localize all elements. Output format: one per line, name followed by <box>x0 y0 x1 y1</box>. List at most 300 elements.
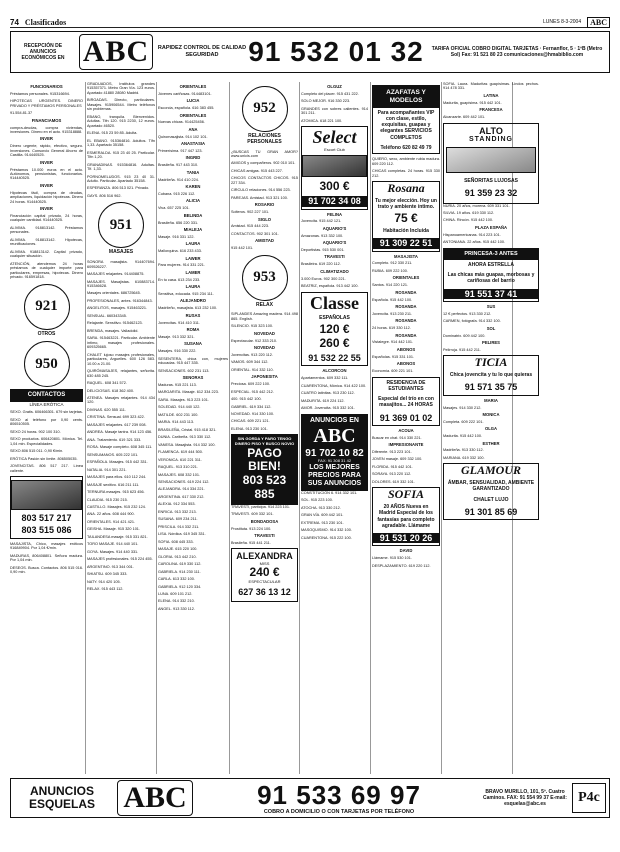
ad-heading: BELINDA <box>183 212 203 218</box>
column-divider <box>229 82 230 774</box>
ad-text: LISA. Nórdica. 619 345 331. <box>158 532 206 537</box>
ad-text: Completo. 912 330 211. <box>372 261 413 266</box>
ad-text: Espectacular. 912 333 210. <box>231 338 278 343</box>
classe-price-1: 120 € <box>319 322 350 337</box>
anuncios-fax: FAX: 91 308 31 42 <box>317 458 352 464</box>
ad-heading: LAMER <box>185 269 201 275</box>
ad-text: ALIVIMA. 918813142. Hipotecas, reunificaciones. <box>10 237 83 247</box>
ad-text: En tu casa. 613 234 233. <box>158 277 201 282</box>
ad-text: NATALIA. 914 301 221. <box>87 467 127 472</box>
ad-text: DUNIA. Caribeña. 913 330 112. <box>158 435 212 440</box>
ad-text: GRANADINAS. 915364816. Adultas. Tlf. 1,33. <box>87 162 155 172</box>
select-price: 300 € <box>319 179 350 194</box>
azafatas-title: AZAFATAS Y MODELOS <box>373 86 439 108</box>
ad-text: MADURAS, 806408801. Señora madura. Por 1,04 min. <box>10 553 83 563</box>
col5-list-d <box>301 491 368 540</box>
ad-heading: OLGA <box>484 426 498 432</box>
ad-text: Sensitiva, educada. 915 234 111. <box>158 291 214 296</box>
ad-heading: SOL <box>486 325 496 331</box>
col6-list-c <box>372 429 440 484</box>
ad-text: CHICAS amigas. 915 443 227. <box>231 168 283 173</box>
glamour-phone: 91 301 85 69 <box>464 506 518 517</box>
ad-text: NATY. 914 420 105. <box>87 579 121 584</box>
ad-text: Madrileña. 914 410 224. <box>158 177 199 182</box>
ad-text: Dominatrix. 609 442 100. <box>443 333 486 338</box>
ad-text: GRANDES con sobres calientes. 914 301 211. <box>301 106 368 116</box>
ad-heading: ROSANDA <box>395 318 417 324</box>
ad-text: SEXO 24 horas. 902 100 310. <box>10 429 61 434</box>
ad-photo <box>446 147 536 173</box>
ad-text: Mallorquina. 616 233 433. <box>158 249 202 254</box>
ad-text: ERÓTICA Pasión sin límite. 806505035. <box>10 456 78 461</box>
ad-text: QUIERO, sexo, ambiente rubia madura. 609 220 112. <box>372 157 440 166</box>
ad-text: GRAN VÍA. 609 442 101. <box>301 513 344 518</box>
ad-text: MASAJES relajantes. 617 239 008. <box>87 422 147 427</box>
ad-text: Brasileña. 917 443 310. <box>158 163 199 168</box>
ad-text: Quiromasajista. 914 102 101. <box>158 134 208 139</box>
ad-text: BIRGADAS. Directo, particulares. Masajes. 915906544. Metro teléfonos sin problemas. <box>87 98 155 112</box>
ad-text: EXTREMA. 913 230 101. <box>301 520 344 525</box>
banner-phone: 91 532 01 32 <box>248 35 424 67</box>
ad-text: DIVINAS. 620 555 111. <box>87 407 126 412</box>
ad-text: ATOCHA. 913 330 212. <box>301 505 341 510</box>
ad-heading: LAURA <box>185 284 201 290</box>
ad-text: SOLEDAD. 914 440 122. <box>158 405 201 410</box>
ad-text: TERNURA masajes. 915 623 456. <box>87 490 145 495</box>
ad-text: SIPLANDES Amazing madera. 914 498 865. English. <box>231 312 298 321</box>
pago-bien-ad <box>231 434 298 504</box>
ad-text: JOVEN masaje. 609 332 100. <box>372 457 423 462</box>
ad-heading: ACOUA <box>398 427 414 433</box>
ad-text: Madurita, guapísima. 915 442 101. <box>443 100 502 105</box>
ad-text: PAREJAS. Amistad. 913 321 100. <box>231 195 288 200</box>
ad-text: CHALET lujoso masajes profesionales, particulares, Arguelles. 600 126 583. 10.00 a 21.00. <box>87 352 155 366</box>
col2-list-a <box>87 82 155 198</box>
ad-text: SEXO al teléfono por 0,90 cents. 806510505. <box>10 417 83 427</box>
ad-heading: ROSARIO <box>254 202 275 208</box>
ad-text: MADURITA. 619 224 112. <box>301 398 345 403</box>
column-divider <box>299 82 300 774</box>
pago-line2: PAGO BIEN! <box>247 445 282 474</box>
ad-text: Española. 915 442 100. <box>372 297 413 302</box>
column-7 <box>443 82 539 774</box>
ad-heading: ORIENTALES <box>179 84 207 89</box>
ad-text: SENSACIONES. 602 231 113. <box>158 368 210 373</box>
ad-text: GEISHA. Masaje. 915 320 101. <box>87 527 140 532</box>
ad-text: PRISCILA. 914 332 211. <box>158 524 200 529</box>
ad-text: Deportistas. 915 530 001. <box>301 248 345 253</box>
ad-text: Hipotecas fácil, compra de deudas, ampliaciones, liquidación hipotecas. Dinero 24 horas. 914440525. <box>10 190 83 204</box>
column-divider <box>156 82 157 774</box>
ad-text: AMOR. Jovencita. 915 332 101. <box>301 406 355 411</box>
ticia-title: TICIA <box>474 355 508 370</box>
section-title: Clasificados <box>24 17 67 27</box>
ad-text: PORNOMELUDOS. 915 23 40 31. Adulto. Particular. Apartado 35158. <box>87 174 155 183</box>
ad-text: Masaje. 916 331 122. <box>158 234 195 239</box>
ad-text: Llámame. 915 530 101. <box>372 556 412 561</box>
ad-text: TAILANDESA masaje. 915 331 821. <box>87 534 148 539</box>
ad-heading: INVER <box>40 206 53 212</box>
ad-text: VERONICA. 610 221 311. <box>158 457 202 462</box>
ad-text: FLORIDA. 915 442 101. <box>372 464 413 469</box>
section-number-950: 950 <box>24 341 70 387</box>
ad-text: CIRCULO relaciones. 914 556 223. <box>231 188 291 193</box>
ad-text: RAQUEL. 913 310 221. <box>158 465 198 470</box>
ad-text: Masajes. 914 330 212. <box>443 405 482 410</box>
ad-phone-2: 803 515 086 <box>21 525 72 536</box>
banner-abc-logo: ABC <box>79 34 153 70</box>
ad-heading: ABONOS <box>396 346 416 352</box>
col7-list-c <box>443 305 539 352</box>
ad-text: HIPOTECAS URGENTES. DINERO PRIVADO Y PRÉSTAMOS PERSONALES <box>10 99 83 108</box>
pago-phone: 803 523 885 <box>242 473 287 501</box>
ad-text: EBANO, tranquila. Bienvenidos. Adultas. Tlfn 120. 915 2230, 12 euros. Apartado 46520. <box>87 114 155 128</box>
ad-text: DELICIOSAS. 618 362 400. <box>87 388 135 393</box>
footer-phone: 91 533 69 97 <box>257 779 421 810</box>
ad-text: MASAJES. Masajistas. 610883714. 915346628. <box>87 279 155 288</box>
column-divider <box>370 82 371 774</box>
footer-right-text: BRAVO MURILLO, 101, 5º. Cuatro Caminos. FAX: 91 554 99 37 E-mail: esquelas@abc.es <box>483 788 567 808</box>
ad-text: BRASILEÑA, Cristal. 915 418 321. <box>158 427 217 432</box>
rosana-sub: Habitación Incluida <box>383 228 429 235</box>
alto-title: ALTO <box>479 125 503 136</box>
ad-text: CONTACTOS. 902 301 101. <box>231 231 279 236</box>
ad-text: ALIVIMA. 918813142. Préstamos personales. <box>10 225 83 235</box>
ad-text: SENSUMANOS. 605 222 101. <box>87 452 139 457</box>
princesa-subtitle: AHORA ESTRELLA <box>468 261 514 268</box>
ad-text: GABRIELA. 912 120 334. <box>158 584 202 589</box>
ad-text: ELENA. 915 23 59 85. Adulta. <box>87 131 138 136</box>
glamour-title: GLAMOUR <box>460 463 521 478</box>
rosana-text: Tu mejor elección. Hoy un trato y ambiente íntimo. <box>375 197 437 211</box>
classe-title: Classe <box>310 292 359 313</box>
azafatas-text: Para acompañantes VIP con clase, estilo, exquisitas, guapas y elegantes SERVICIOS COMPLETOS <box>377 109 435 141</box>
ad-text: 915 442 101. <box>231 246 254 251</box>
ad-text: Viva. 657 225 101. <box>158 206 190 211</box>
ad-text: VANESA. Masajista. 914 332 100. <box>158 442 216 447</box>
ad-text: SESENTERA, chica con, mujeres educadas. 915 447 335. <box>158 356 228 366</box>
ad-heading: MONICA <box>482 411 500 417</box>
ad-text: CUARENTONA, Mónica. 914 422 100. <box>301 383 367 388</box>
glamour-ad <box>443 463 539 520</box>
ad-text: ARGENTINO. 913 344 001. <box>87 564 134 569</box>
ad-text: CUATRO latinitas. 913 230 112. <box>301 391 355 396</box>
ad-heading: TRAVESTI <box>254 533 275 539</box>
ad-text: CHICAS completas. 24 horas. 915 330 212. <box>372 169 440 178</box>
ad-text: Madurita. 915 442 100. <box>443 434 483 439</box>
column-1 <box>10 82 83 774</box>
section-number-953: 953 <box>242 255 288 301</box>
ad-text: GLORIA. 913 442 210. <box>158 554 197 559</box>
ad-text: compra-deudas, compra viviendas, inversiones. Dinero en el acto. 915318888. <box>10 125 83 134</box>
ad-text: TORO MASAJE. 914 440 101. <box>87 542 139 547</box>
ad-text: ARGENTINA. 617 330 212. <box>158 494 205 499</box>
residencia-text: Especial del trío en con masajitos... 24 HORAS <box>378 396 434 409</box>
ad-text: ANA. Tratamiento. 619 321 333. <box>87 437 142 442</box>
ad-heading: LAURA <box>185 241 201 247</box>
ad-text: CASTILLO. Masajes. 915 232 124. <box>87 505 146 509</box>
col6-list-a <box>372 157 440 178</box>
column-6 <box>372 82 440 774</box>
ad-text: PROFESIONALES, antes. 916344843. <box>87 298 153 303</box>
ad-text: ELENA. 914 332 210. <box>158 599 195 604</box>
ad-text: MARIA. 914 443 113. <box>158 420 195 425</box>
ad-text: SEXO 806 515 011. 0,90 €/min. <box>10 449 64 454</box>
azafatas-ad <box>372 85 440 154</box>
ad-text: GAYS. 806 516 962. <box>87 193 122 198</box>
ad-text: SOL. 915 223 100. <box>301 498 333 503</box>
section-label-linea-erotica: LÍNEA ERÓTICA <box>29 402 64 408</box>
section-label-masajes: MASAJES <box>108 249 134 256</box>
ad-text: JOVENCITAS. 806 517 217. Línea caliente. <box>10 464 83 473</box>
bottom-banner-ad <box>10 778 610 818</box>
ad-text: ¿BUSCAS TU GRAN AMOR? www.unicis.com <box>231 149 298 158</box>
ad-heading: ALCORCON <box>322 368 347 374</box>
ad-text: MASOQUISMO. 914 332 100. <box>301 528 352 533</box>
section-number-951: 951 <box>98 202 144 248</box>
ad-heading: LAWER <box>185 255 201 261</box>
ad-text: Prostituta. 913 224 100. <box>231 526 272 531</box>
ad-text: SONORA masajista. 914407694. 609526227. <box>87 260 155 269</box>
ad-heading: ABONOS <box>396 361 416 367</box>
ad-text: Brasileña. 656 220 331. <box>158 220 199 225</box>
ad-text: ESPAÑOLA. Masajes. 915 442 331. <box>87 460 148 465</box>
col4-list-c <box>231 505 298 546</box>
sofia-ad <box>372 487 440 546</box>
ad-text: ANGEL. 913 330 112. <box>158 606 195 611</box>
pago-line1: SIN GORDA Y PARO TENGO DINERO PISO Y BUSCO NOVIO <box>234 436 295 446</box>
ad-text: ROSA. Masaje completo. 608 345 111. <box>87 445 153 450</box>
ad-heading: PELIRES <box>482 339 500 345</box>
ad-text: Completa. 609 222 101. <box>443 419 484 424</box>
ad-text: SHIATSU. 609 345 333. <box>87 572 128 577</box>
ad-text: Españolas. 915 331 101. <box>372 354 415 359</box>
ad-text: SENSUAL. 660343345. <box>87 313 127 318</box>
rosana-price: 75 € <box>394 211 418 226</box>
princesa-title: PRINCESA-3 ANTES <box>444 249 538 260</box>
ad-text: SILENCIO. 915 323 100. <box>231 324 274 329</box>
sofia-name: SOFIA <box>387 487 425 502</box>
ad-heading: ALEJANDRO <box>179 298 207 304</box>
section-label-otros: OTROS <box>37 330 56 337</box>
anuncios-abc-logo: ABC <box>313 424 356 447</box>
ad-photo <box>11 480 82 510</box>
ad-text: Brasileña. 915 441 211. <box>231 540 271 545</box>
ad-heading: RUSAS <box>185 312 201 318</box>
ad-heading: ANA <box>188 126 198 132</box>
ad-text: NURIA. 20 años, morena. 609 331 101. <box>443 203 510 208</box>
ad-text: CONSTITUCIÓN 6. 914 332 101. <box>301 490 358 495</box>
ad-text: SEXO productos. 606420801. Mónica. Tel. 1,04 min. Especialidades. <box>10 437 83 446</box>
ad-text: SOFIA. 608 445 333. <box>158 539 194 544</box>
ad-text: MASAJES para ellos. 610 112 244. <box>87 475 147 480</box>
ad-text: Amazonas. 913 332 100. <box>301 233 344 238</box>
ticia-ad <box>443 355 539 395</box>
ad-text: BRENDA, masajes. Valladolid. <box>87 328 139 333</box>
ad-heading: ORIENTALES <box>392 275 420 281</box>
ad-text: Primerísima. 917 447 123. <box>158 149 203 154</box>
ad-heading: TANIA <box>186 169 200 175</box>
ad-text: FLAMENCA. 619 444 500. <box>158 450 203 455</box>
ad-heading: ANASTASIA <box>180 141 206 147</box>
col7-list-b <box>443 204 539 245</box>
ad-heading: ROSANDA <box>395 304 417 310</box>
glamour-sub: CHALET LUJO <box>473 496 509 503</box>
ad-text: SOLO MEJOR. 916 330 223. <box>301 99 351 104</box>
ad-text: SORAYA. 913 220 112. <box>372 472 412 477</box>
ad-text: ATOMICA. 618 221 100. <box>301 118 343 123</box>
top-banner-ad <box>10 31 610 73</box>
col7-list-a <box>443 82 539 120</box>
ad-heading: PLAZA ESPAÑA <box>474 224 508 230</box>
ad-text: SARA. 915463221. Particular. Ambiente íntimo, masajes profesionales. 609325665. <box>87 336 155 350</box>
ad-text: ANTONIANA. 22 años. 915 442 100. <box>443 240 505 245</box>
ad-text: 12 € perfectos. 913 330 212. <box>443 311 492 316</box>
ad-text: Amistad. 915 444 223. <box>231 224 269 229</box>
section-number-921: 921 <box>24 284 70 330</box>
ad-text: ATENEA. Masajes relajantes. 914 434 120. <box>87 395 155 405</box>
ad-text: Masaje. 913 332 321. <box>158 334 195 339</box>
ad-text: Buscar en chat. 914 330 221. <box>372 435 422 440</box>
ad-text: Hispanoamericanas. 914 223 101. <box>443 232 501 237</box>
ad-text: CHICAS. 609 221 121. <box>231 419 270 424</box>
ad-text: GABRIEL. 619 334 112. <box>231 404 272 409</box>
footer-abc-logo: ABC <box>117 780 193 816</box>
ad-text: Madrileña. 913 330 112. <box>443 448 484 453</box>
ad-heading: IMPRESIONANTE <box>388 442 424 448</box>
ad-text: CRISTINA. Sensual. 699 323 422. <box>87 415 145 420</box>
col7-list-d <box>443 399 539 461</box>
ad-text: ORIENTAL. 914 332 110. <box>231 367 274 372</box>
ad-heading: AMISTAD <box>255 238 274 244</box>
ad-text: Vistalegre. 914 442 101. <box>372 340 414 345</box>
ad-text: Pelirroja. 915 442 211. <box>443 347 481 352</box>
ad-text: RAQUEL. 608 341 572. <box>87 381 127 386</box>
ad-text: Masajes orientales. 686725645. <box>87 291 141 296</box>
princesa-text: Las chicas más guapas, morbosas y cariñosas del barrio <box>447 272 535 285</box>
ad-text: CARMEN, fotógrafa. 914 332 100. <box>443 319 501 324</box>
ad-text: NOVEDAD. 914 330 100. <box>231 412 275 416</box>
ad-heading: DAVID <box>399 548 413 554</box>
section-label-relaciones: RELACIONES PERSONALES <box>247 133 282 145</box>
ad-text: GABRIELA. 914 230 111. <box>158 569 201 574</box>
col6-list-b <box>372 255 440 374</box>
ad-text: ANDREA. Masaje tantra. 914 123 456. <box>87 430 153 435</box>
rosana-title: Rosana <box>387 180 425 195</box>
ad-text: ESPECIAL. 915 442 212. <box>231 389 274 394</box>
ad-text: Dinero urgente, rápido, efectivo, seguro. Inversiones. Consorcio General Ahorro de Castilla. 914440525. <box>10 144 83 158</box>
ad-text: CARLA. 613 332 100. <box>158 577 195 582</box>
col1-list-c <box>10 542 83 575</box>
ad-heading: AQUARIO'S <box>322 225 347 231</box>
ad-text: Apartamentos. 609 332 111. <box>301 376 349 381</box>
residencia-ad <box>372 377 440 426</box>
col5-list-c <box>301 369 368 410</box>
ad-text: ESPERANZA. 806 513 021. Privado. <box>87 186 150 191</box>
princesa-phone: 91 551 37 41 <box>444 289 538 299</box>
ad-text: MARIANA. 619 332 100. <box>443 455 485 460</box>
ad-text: MASAJES relajantes. 914408875. <box>87 272 145 277</box>
ad-text: ALIVIMA. 918813142. Capital privado, cualquier situación. <box>10 249 83 259</box>
column-4 <box>231 82 298 774</box>
banner-left-text: RECEPCIÓN DE ANUNCIOS ECONÓMICOS EN <box>21 43 65 61</box>
ad-text: DESPLAZAMIENTO. 619 220 112. <box>372 563 431 568</box>
ad-heading: OLGUZ <box>327 84 342 89</box>
ad-text: RELAX. 915 443 112. <box>87 587 124 592</box>
ad-text: SEXO. Gratis. 606466301. 679 sin tarjetas. <box>10 410 83 415</box>
ad-text: RUBIA. 609 222 100. <box>372 268 408 273</box>
ad-text: SENSACIONES. 619 224 112. <box>158 479 210 484</box>
ad-text: Economía. 609 221 101. <box>372 369 414 374</box>
ad-heading: FUNCIONARIOS <box>30 84 63 89</box>
page-number: 74 <box>10 17 19 27</box>
ad-text: ELENA. 913 230 101. <box>231 426 268 431</box>
ad-text: ORIENTALES. 914 421 421. <box>87 519 136 524</box>
column-5 <box>301 82 368 774</box>
ad-text: 400. 915 442 100. <box>231 397 262 402</box>
ad-text: Cubana. 915 226 112. <box>158 191 196 196</box>
alexandra-sub: MISS <box>259 560 270 566</box>
footer-sub: COBRO A DOMICILIO O CON TARJETAS POR TELÉFONO <box>263 808 415 815</box>
col1-list-a <box>10 85 83 280</box>
header-right <box>543 17 610 28</box>
ad-text: Jovencita. 915 442 121. <box>301 219 342 224</box>
ad-heading: CLIMATIZADO <box>320 268 349 274</box>
ad-text: Madrileño, masajista. 613 232 100. <box>158 306 218 311</box>
col1-list-b <box>10 410 83 473</box>
ad-text: MASAJES profesionales. 915 224 455. <box>87 557 153 562</box>
select-ad <box>301 126 368 209</box>
ad-text: SUSANA. 609 234 211. <box>158 517 198 522</box>
ad-text: 24 horas. 619 330 112. <box>372 326 411 331</box>
classe-ad <box>301 292 368 367</box>
ad-text: CAROLINA. 619 330 112. <box>158 562 202 567</box>
anuncios-tagline: LOS MEJORES PRECIOS PARA SUS ANUNCIOS <box>307 463 362 487</box>
ad-heading: LATINA <box>483 92 499 98</box>
classe-price-2: 260 € <box>319 336 350 351</box>
ad-text: Solteros. 902 227 101. <box>231 210 270 215</box>
sofia-text: 20 AÑOS Nueva en Madrid Especial de los fantasías para completo agradable. Llámame <box>377 504 435 529</box>
alexandra-tag: ESPECTACULAR <box>248 579 281 585</box>
header-left <box>10 18 66 27</box>
ad-heading: INVER <box>40 136 53 142</box>
ad-text: Jovencitas. 913 220 112. <box>231 352 273 357</box>
banner-mid-text: RAPIDEZ CONTROL DE CALIDAD SEGURIDAD <box>157 45 247 58</box>
residencia-phone: 91 369 01 02 <box>379 412 433 423</box>
footer-logo: P4c <box>572 783 606 813</box>
ad-text: MATILDE. 602 231 100. <box>158 412 199 417</box>
ad-text: MASAJISTA, Chico, masajes eróticos 916849904. Por 1,04 €/min. <box>10 541 83 551</box>
ad-text: CUARENTONA. 915 222 100. <box>301 535 352 540</box>
ad-text: Brasileira. 619 220 112. <box>301 262 341 267</box>
section-label-relax: RELAX <box>256 301 273 308</box>
page-header <box>10 18 610 28</box>
ad-text: BEATRIZ, española. 913 442 100. <box>301 284 359 289</box>
ad-heading: KAREN <box>185 184 201 190</box>
ad-phone: 803 517 217 <box>21 513 72 524</box>
select-phone: 91 702 34 08 <box>302 196 367 206</box>
ad-text: VAMOS. 609 344 112. <box>231 360 269 365</box>
alto-phone: 91 359 23 32 <box>464 188 518 199</box>
ad-heading: ROSANDA <box>395 289 417 295</box>
ad-text: Masajes. 916 330 222. <box>158 349 197 354</box>
anuncios-title: ANUNCIOS EN <box>309 416 359 424</box>
anuncios-abc-ad <box>301 414 368 491</box>
ad-text: Relajante. Sensitivo. 915462123. <box>87 321 143 326</box>
ad-text: QUIRÓMASAJES, relajantes, señorita. 630 485 245. <box>87 369 155 378</box>
column-divider <box>441 82 442 774</box>
ad-text: MARGARITA. Masaje. 612 334 223. <box>158 390 219 395</box>
